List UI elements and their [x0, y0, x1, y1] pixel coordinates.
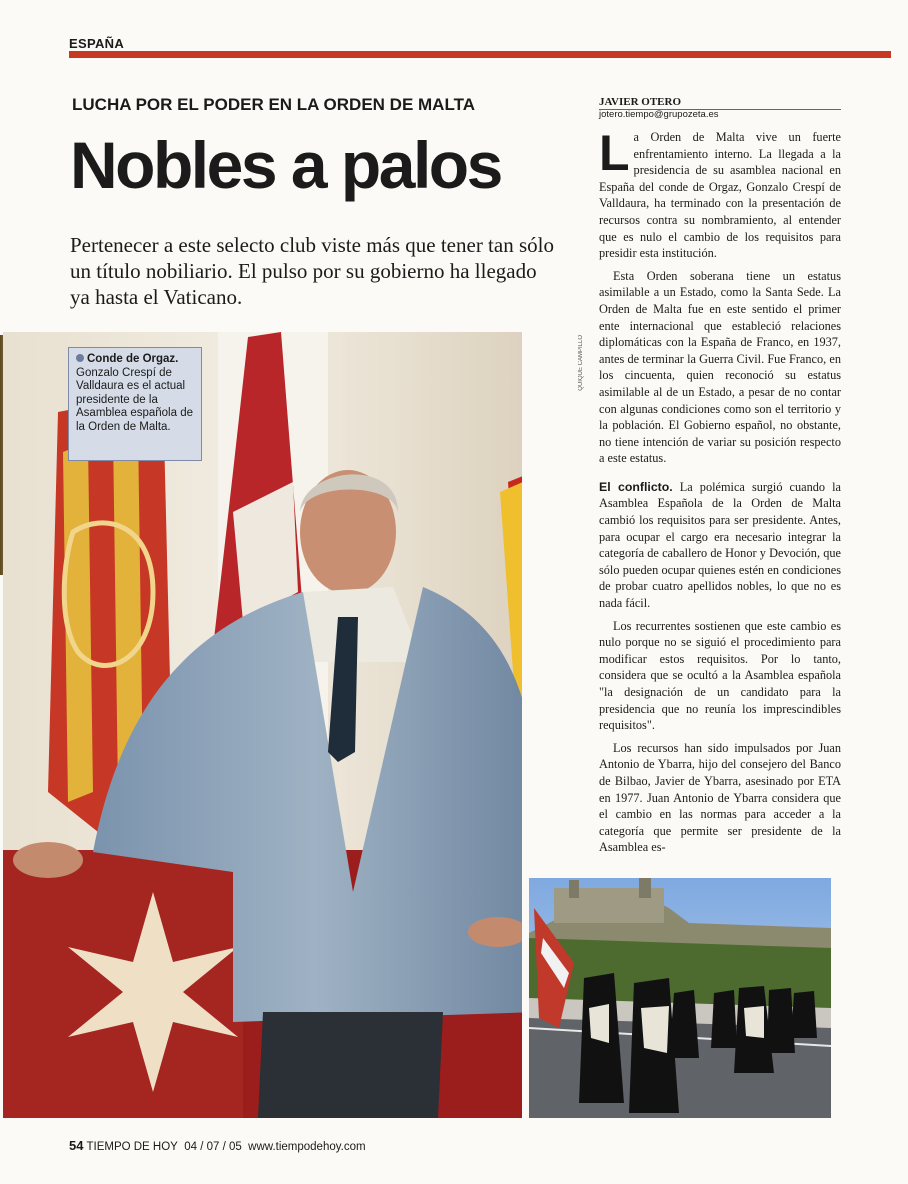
- section-label: ESPAÑA: [69, 36, 125, 51]
- drop-cap: L: [599, 129, 630, 181]
- subhead: El conflicto.: [599, 479, 673, 494]
- byline: JAVIER OTERO: [599, 96, 841, 110]
- author-email[interactable]: jotero.tiempo@grupozeta.es: [599, 109, 719, 120]
- photo-caption: [68, 347, 202, 461]
- page-number: 54: [69, 1138, 84, 1153]
- page-footer: [69, 1138, 366, 1153]
- paragraph-1-text: a Orden de Malta vive un fuerte enfrentamiento interno. La llegada a la presidencia de su asamblea nacional en España del conde de Orgaz, Gonzalo Crespí de Valldaura, ha terminado con la presentación de recursos contra su nombramiento, al entender que es nulo el cambio de los requisitos para presidir esta institución.: [599, 130, 841, 261]
- paragraph-3-text: La polémica surgió cuando la Asamblea Española de la Orden de Malta cambió los requisitos para ser presidente. Antes, para ocupar el cargo era necesario integrar la categoría de caballero de Honor y Devoción, que sólo pueden ocupar quienes estén en condiciones de probar cuatro apellidos nobles, lo que no es nada fácil.: [599, 479, 841, 611]
- procession-photo: [529, 878, 831, 1118]
- issue-date: 04 / 07 / 05: [184, 1141, 242, 1153]
- photo-credit: QUIQUE CAMPILLO: [578, 335, 584, 391]
- paragraph-1: [599, 129, 841, 262]
- caption-bullet-icon: [76, 354, 84, 362]
- paragraph-4: Los recurrentes sostienen que este cambio es nulo porque no se siguió el procedimiento para modificar estos requisitos. Por lo tanto, considera que se ocultó a la Asamblea española "la designación de un candidato para la presidencia que no reunía los imprescindibles requisitos".: [599, 618, 841, 733]
- headline: Nobles a palos: [70, 128, 501, 202]
- website-link[interactable]: www.tiempodehoy.com: [248, 1141, 366, 1153]
- paragraph-2: Esta Orden soberana tiene un estatus asimilable a un Estado, como la Santa Sede. La Orden de Malta fue en este sentido el primer ente internacional que estableció relaciones diplomáticas con la España de Franco, en 1937, antes de terminar la Guerra Civil. Fue Franco, en los cincuenta, quien reconoció su estatus asimilable al de un Estado, a pesar de no contar con algunas condiciones como son el territorio y la población. El Gobierno español, no obstante, no tiene intención de variar su posición respecto a este estatus.: [599, 268, 841, 466]
- article-body: [599, 129, 841, 854]
- caption-title: Conde de Orgaz.: [87, 353, 179, 365]
- paragraph-5: Los recursos han sido impulsados por Juan Antonio de Ybarra, hijo del consejero del Banco de Bilbao, Javier de Ybarra, asesinado por ETA en 1977. Juan Antonio de Ybarra considera que el cambio en las normas para acceder a la categoría que permite ser presidente de la Asamblea es-: [599, 740, 841, 854]
- dek: Pertenecer a este selecto club viste más que tener tan sólo un título nobiliario. El pulso por su gobierno ha llegado ya hasta el Vaticano.: [70, 233, 554, 309]
- section-rule: [69, 51, 891, 58]
- caption-text: Gonzalo Crespí de Valldaura es el actual presidente de la Asamblea española de la Orden de Malta.: [76, 366, 193, 433]
- paragraph-3: [599, 479, 841, 612]
- magazine-name: TIEMPO DE HOY: [86, 1141, 178, 1153]
- kicker: LUCHA POR EL PODER EN LA ORDEN DE MALTA: [72, 95, 475, 114]
